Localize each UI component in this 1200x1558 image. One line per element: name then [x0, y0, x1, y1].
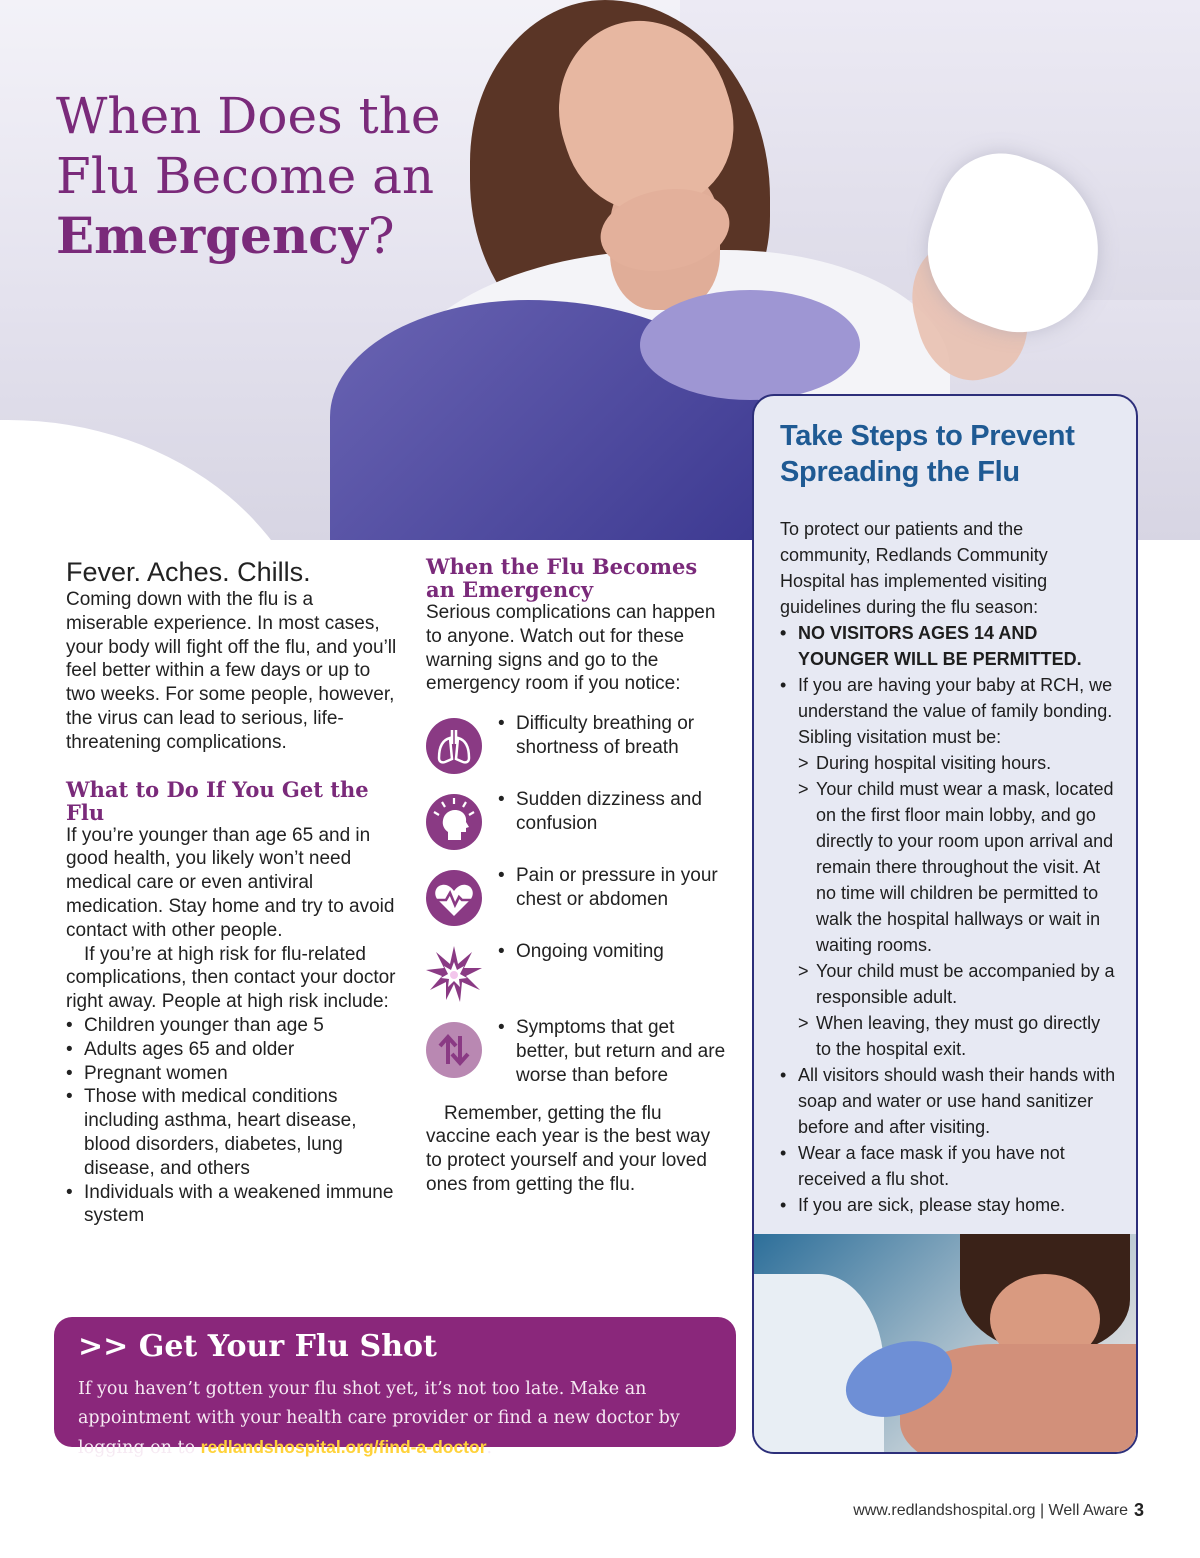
warning-text: • Ongoing vomiting — [498, 940, 726, 964]
title-question-mark: ? — [367, 207, 395, 265]
visiting-guidelines — [780, 620, 1116, 750]
list-item: > Your child must be accompanied by a responsible adult. — [780, 958, 1116, 1010]
warning-list — [426, 712, 726, 1087]
lungs-icon — [426, 718, 482, 774]
warning-item — [426, 788, 726, 850]
dizzy-head-icon — [426, 794, 482, 850]
heart-pulse-icon — [426, 870, 482, 926]
burst-icon — [426, 946, 482, 1002]
list-item: • Children younger than age 5 — [66, 1014, 398, 1038]
photo-blanket-fold — [640, 290, 860, 400]
column-middle — [426, 555, 726, 1197]
callout-title: >> Get Your Flu Shot — [78, 1329, 437, 1364]
paragraph-stay-home: If you’re younger than age 65 and in good health, you likely won’t need medical care or even antiviral medication. Stay home and try to avoid contact with other people. — [66, 824, 395, 941]
page-title — [56, 86, 516, 266]
flu-shot-callout — [54, 1317, 736, 1458]
page-number: 3 — [1133, 1500, 1144, 1520]
list-item: • Those with medical conditions including asthma, heart disease, blood disorders, diabetes, lung disease, and others — [66, 1085, 398, 1180]
title-line-2: Flu Become an — [56, 147, 435, 205]
callout-text: If you haven’t gotten your flu shot yet, it’s not too late. Make an appointment with your health care provider or find a new doctor by logging on to — [78, 1379, 680, 1458]
prevention-sidebar — [752, 394, 1138, 1454]
list-item: • Individuals with a weakened immune system — [66, 1181, 398, 1229]
hero-curve — [0, 420, 320, 540]
list-item: > When leaving, they must go directly to the hospital exit. — [780, 1010, 1116, 1062]
warning-item — [426, 864, 726, 926]
sidebar-intro: To protect our patients and the community, Redlands Community Hospital has implemented visiting guidelines during the flu season: — [780, 519, 1048, 617]
risk-list — [66, 1014, 398, 1228]
warning-item — [426, 712, 726, 774]
closing-paragraph: Remember, getting the flu vaccine each year is the best way to protect yourself and your loved ones from getting the flu. — [426, 1102, 711, 1195]
callout-body — [78, 1375, 712, 1463]
list-item: • If you are having your baby at RCH, we understand the value of family bonding. Sibling visitation must be: — [780, 672, 1116, 750]
list-item: • Pregnant women — [66, 1062, 398, 1086]
title-emphasis: Emergency — [56, 206, 368, 265]
find-a-doctor-link[interactable]: redlandshospital.org/find-a-doctor — [200, 1437, 487, 1457]
warning-text: • Sudden dizziness and confusion — [498, 788, 726, 836]
list-item: • If you are sick, please stay home. — [780, 1192, 1116, 1218]
list-item: > During hospital visiting hours. — [780, 750, 1116, 776]
sibling-rules — [780, 750, 1116, 1062]
title-line-1: When Does the — [56, 87, 441, 145]
column-left — [66, 556, 398, 1228]
list-item: • Adults ages 65 and older — [66, 1038, 398, 1062]
list-item: • All visitors should wash their hands with soap and water or use hand sanitizer before and after visiting. — [780, 1062, 1116, 1140]
footer-text: www.redlandshospital.org | Well Aware — [853, 1502, 1128, 1519]
lead-text: Fever. Aches. Chills. — [66, 557, 311, 587]
up-down-arrows-icon — [426, 1022, 482, 1078]
sidebar-title: Take Steps to Prevent Spreading the Flu — [780, 420, 1075, 488]
warning-text: • Pain or pressure in your chest or abdomen — [498, 864, 726, 912]
warning-item — [426, 940, 726, 1002]
warning-text: • Symptoms that get better, but return and are worse than before — [498, 1016, 726, 1087]
list-item: > Your child must wear a mask, located on the first floor main lobby, and go directly to your room upon arrival and remain there throughout the visit. At no time will children be permitted to walk the hospital hallways or wait in waiting rooms. — [780, 776, 1116, 958]
intro-paragraph: Coming down with the flu is a miserable experience. In most cases, your body will fight off the flu, and you’ll feel better within a few days or up to two weeks. For some people, however, the virus can lead to serious, life-threatening complications. — [66, 589, 397, 753]
emergency-intro: Serious complications can happen to anyone. Watch out for these warning signs and go to the emergency room if you notice: — [426, 602, 716, 695]
paragraph-high-risk: If you’re at high risk for flu-related complications, then contact your doctor right away. People at high risk include: — [66, 943, 396, 1013]
warning-item — [426, 1016, 726, 1087]
list-item: • Wear a face mask if you have not received a flu shot. — [780, 1140, 1116, 1192]
visitor-rules — [780, 1062, 1116, 1218]
vaccination-photo — [754, 1234, 1138, 1452]
callout-period: . — [486, 1438, 493, 1458]
warning-text: • Difficulty breathing or shortness of breath — [498, 712, 726, 760]
list-item: • NO VISITORS AGES 14 AND YOUNGER WILL BE PERMITTED. — [780, 620, 1116, 672]
section-heading-what-to-do: What to Do If You Get the Flu — [66, 776, 369, 825]
section-heading-emergency: When the Flu Becomes an Emergency — [426, 554, 698, 602]
